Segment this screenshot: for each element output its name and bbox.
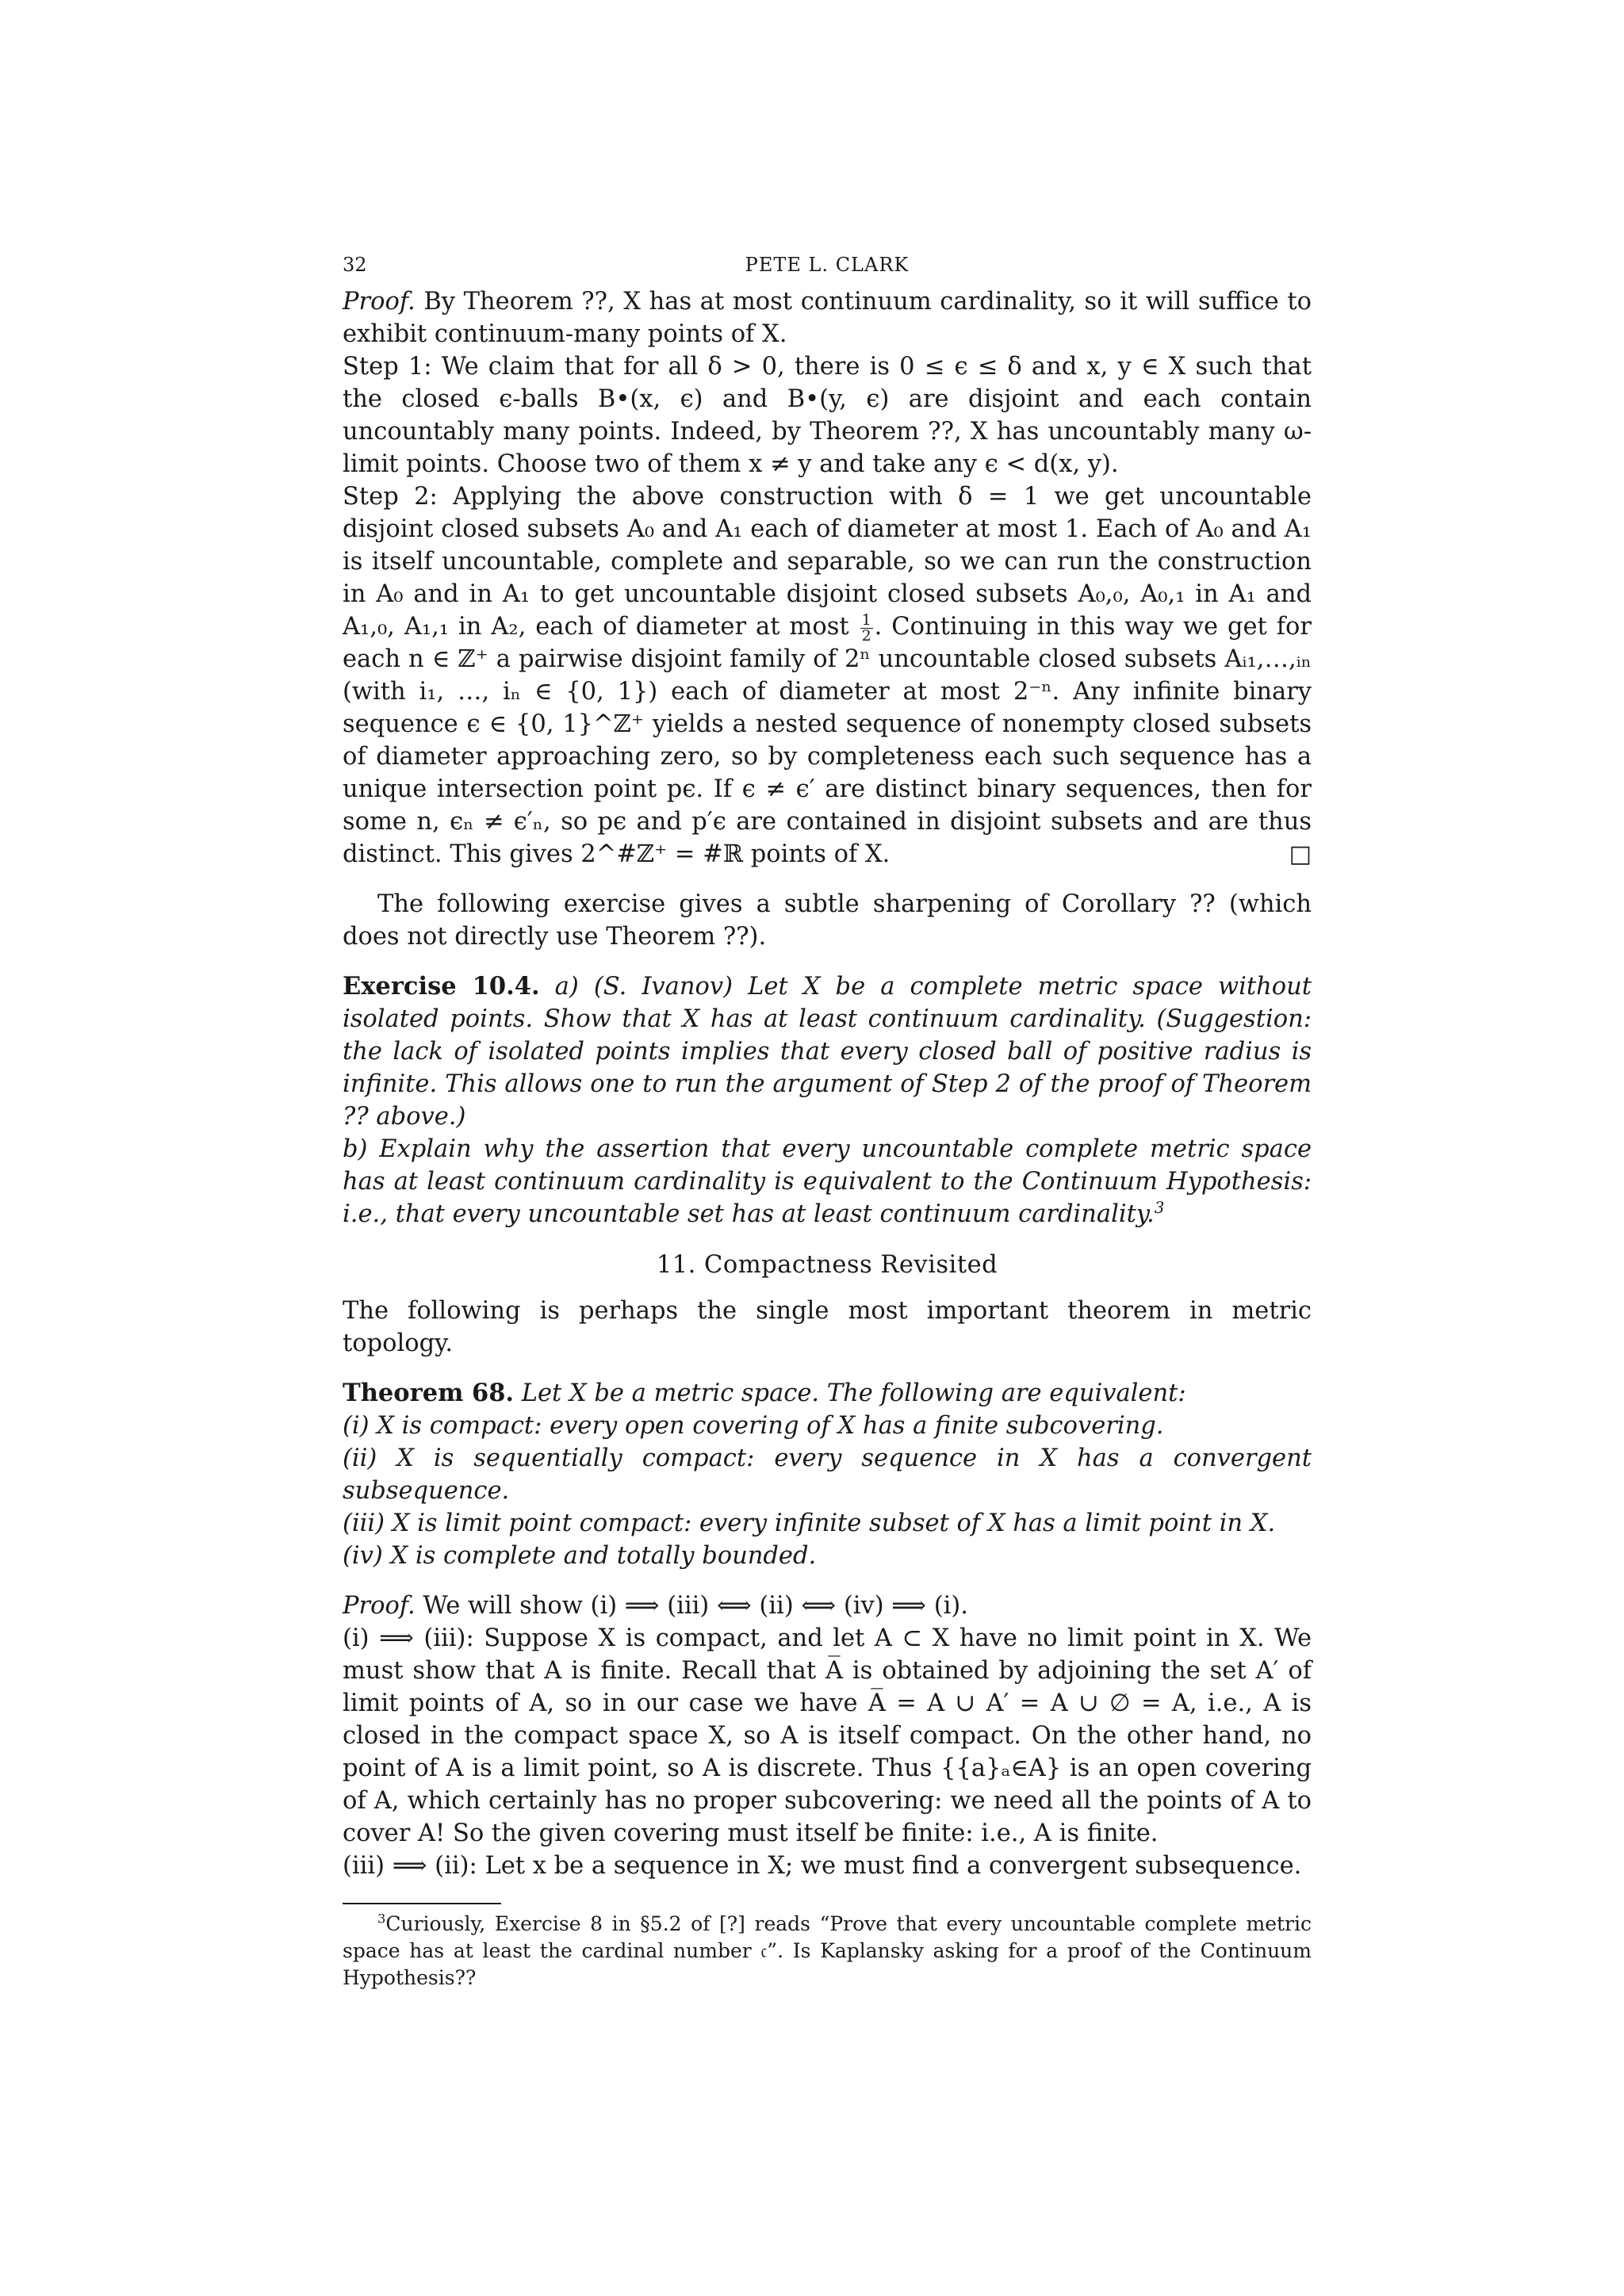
proof-2-label: Proof. [343,1592,416,1621]
running-head: PETE L. CLARK [745,254,910,276]
proof-intro: By Theorem ??, X has at most continuum cardinality, so it will suffice to exhibit continuum-many points of X. [343,288,1312,348]
proof-step-1: Step 1: We claim that for all δ > 0, there is 0 ≤ ϵ ≤ δ and x, y ∈ X such that the closed ϵ-balls B•(x, ϵ) and B•(y, ϵ) are disjoint and each contain uncountably many points. Indeed, by Theorem ??, X has uncountably many ω-limit points. Choose two of them x ≠ y and take any ϵ < d(x, y). [343,353,1312,478]
theorem-item: (ii) X is sequentially compact: every sequence in X has a convergent subsequence. [343,1445,1312,1506]
theorem-68 [343,1377,1312,1410]
footnote [343,1911,1312,1992]
footnote-rule [343,1903,501,1904]
theorem-item: (iii) X is limit point compact: every infinite subset of X has a limit point in X. [343,1510,1276,1538]
exercise-part-b-paragraph [343,1133,1312,1230]
page [343,254,1312,1992]
proof-2-part-a: (i) ⟹ (iii): Suppose X is compact, and let A ⊂ X have no limit point in X. We must show that A is finite. Recall that A̅ is obtained by adjoining the set A′ of limit points of A, so in our case we have A̅ = A ∪ A′ = A ∪ ∅ = A, i.e., A is closed in the compact space X, so A is itself compact. On the other hand, no point of A is a limit point, so A is discrete. Thus {{a}ₐ∈A} is an open covering of A, which certainly has no proper subcovering: we need all the points of A to cover A! So the given covering must itself be finite: i.e., A is finite. [343,1624,1312,1848]
exercise-label: Exercise 10.4. [343,972,540,1001]
paragraph-following-exercise: The following exercise gives a subtle sharpening of Corollary ?? (which does not directly use Theorem ??). [343,890,1312,951]
footnote-ref: 3 [1154,1199,1165,1218]
fraction-denominator: 2 [861,626,871,645]
section-intro: The following is perhaps the single most important theorem in metric topology. [343,1297,1312,1358]
theorem-statement: Let X be a metric space. The following are equivalent: [514,1380,1186,1408]
theorem-label: Theorem 68. [343,1379,515,1408]
page-header [343,254,1312,285]
theorem-item: (i) X is compact: every open covering of X has a finite subcovering. [343,1412,1164,1441]
footnote-mark: 3 [377,1911,386,1927]
fraction-numerator: 1 [861,610,871,629]
exercise-part-a: a) (S. Ivanov) Let X be a complete metric space without isolated points. Show that X has at least continuum cardinality. (Suggestion: the lack of isolated points implies that every closed ball of positive radius is infinite. This allows one to run the argument of Step 2 of the proof of Theorem ?? above.) [343,973,1312,1131]
section-number: 11. [656,1251,696,1280]
fraction-one-half [860,610,873,645]
section-title: Compactness Revisited [704,1251,998,1280]
proof-2-outline: We will show (i) ⟹ (iii) ⟺ (ii) ⟺ (iv) ⟹ (i). [415,1592,968,1621]
page-number: 32 [343,254,367,276]
proof-paragraph [343,285,1312,350]
section-heading [343,1251,1312,1279]
exercise-part-b: b) Explain why the assertion that every uncountable complete metric space has at least continuum cardinality is equivalent to the Continuum Hypothesis: i.e., that every uncountable set has at least continuum cardinality. [343,1135,1312,1229]
proof-label: Proof. [343,288,416,316]
exercise-10-4 [343,970,1312,1133]
proof-step-2-part-b: . Continuing in this way we get for each n ∈ ℤ⁺ a pairwise disjoint family of 2ⁿ uncountable closed subsets Aᵢ₁,…,ᵢₙ (with i₁, …, iₙ ∈ {0, 1}) each of diameter at most 2⁻ⁿ. Any infinite binary sequence ϵ ∈ {0, 1}^ℤ⁺ yields a nested sequence of nonempty closed subsets of diameter approaching zero, so by completeness each such sequence has a unique intersection point pϵ. If ϵ ≠ ϵ′ are distinct binary sequences, then for some n, ϵₙ ≠ ϵ′ₙ, so pϵ and p′ϵ are contained in disjoint subsets and are thus distinct. This gives 2^#ℤ⁺ = #ℝ points of X. [343,613,1312,869]
theorem-item: (iv) X is complete and totally bounded. [343,1542,817,1571]
qed-symbol: □ [1289,840,1312,869]
proof-2-part-b: (iii) ⟹ (ii): Let x be a sequence in X; we must find a convergent subsequence. [343,1852,1302,1881]
proof-2 [343,1590,1312,1622]
proof-step-2-part-a: Step 2: Applying the above construction with δ = 1 we get uncountable disjoint closed subsets A₀ and A₁ each of diameter at most 1. Each of A₀ and A₁ is itself uncountable, complete and separable, so we can run the construction in A₀ and in A₁ to get uncountable disjoint closed subsets A₀,₀, A₀,₁ in A₁ and A₁,₀, A₁,₁ in A₂, each of diameter at most [343,483,1312,641]
proof-step-2 [343,480,1312,871]
footnote-text: Curiously, Exercise 8 in §5.2 of [?] reads “Prove that every uncountable complete metric space has at least the cardinal number 𝔠”. Is Kaplansky asking for a proof of the Continuum Hypothesis?? [343,1912,1312,1990]
